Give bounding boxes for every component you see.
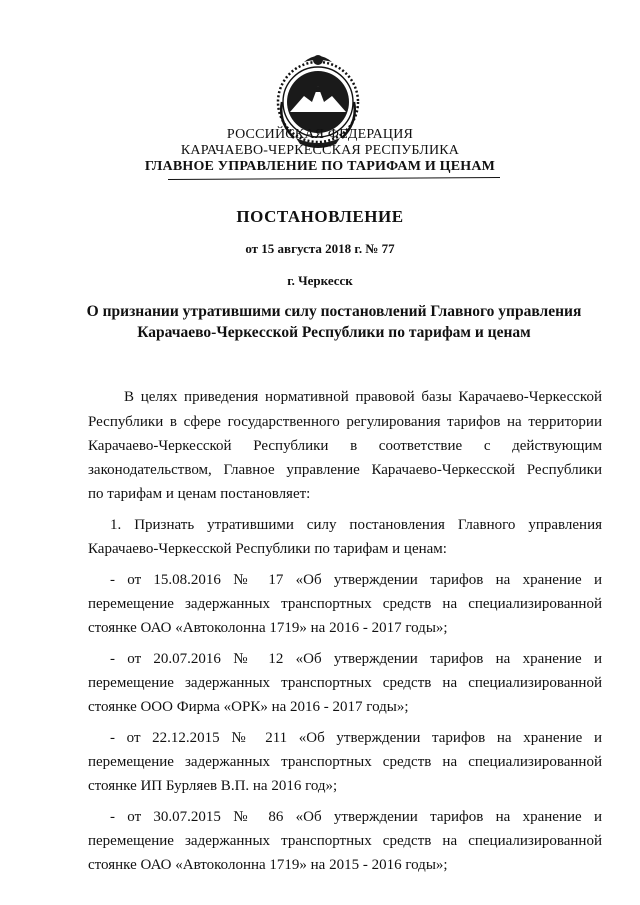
- document-city: г. Черкесск: [287, 273, 353, 288]
- header-republic: КАРАЧАЕВО-ЧЕРКЕССКАЯ РЕСПУБЛИКА: [180, 143, 460, 158]
- list-item-line: - от 22.12.2015 № 211 «Об утверждении тарифов на хранение и: [110, 730, 602, 746]
- list-item-line: - от 15.08.2016 № 17 «Об утверждении тарифов на хранение и: [110, 572, 602, 588]
- subject-line: Карачаево-Черкесской Республики по тарифам и ценам: [137, 324, 531, 341]
- list-item-line: стоянке ООО Фирма «ОРК» на 2016 - 2017 годы»;: [88, 699, 409, 715]
- header-agency: ГЛАВНОЕ УПРАВЛЕНИЕ ПО ТАРИФАМ И ЦЕНАМ: [144, 159, 496, 174]
- list-item-line: стоянке ОАО «Автоколонна 1719» на 2016 - 2017 годы»;: [88, 620, 448, 636]
- point-1-line: 1. Признать утратившими силу постановления Главного управления: [110, 517, 602, 533]
- document-subject: [84, 301, 584, 343]
- preamble-line: В целях приведения нормативной правовой базы Карачаево-Черкесской: [124, 389, 602, 405]
- list-item-line: перемещение задержанных транспортных средств на специализированной: [88, 596, 602, 612]
- list-item-line: - от 20.07.2016 № 12 «Об утверждении тарифов на хранение и: [110, 651, 602, 667]
- header-country: РОССИЙСКАЯ ФЕДЕРАЦИЯ: [226, 127, 414, 142]
- list-item-line: - от 30.07.2015 № 86 «Об утверждении тарифов на хранение и: [110, 809, 602, 825]
- list-item-line: перемещение задержанных транспортных средств на специализированной: [88, 754, 602, 770]
- preamble-line: по тарифам и ценам постановляет:: [88, 486, 311, 502]
- preamble-line: Республики в сфере государственного регулирования тарифов на территории: [88, 414, 602, 430]
- preamble-line: законодательством, Главное управление Карачаево-Черкесской Республики: [88, 462, 602, 478]
- header-divider: [168, 177, 500, 180]
- document-date-number: от 15 августа 2018 г. № 77: [245, 241, 395, 256]
- preamble-line: Карачаево-Черкесской Республики в соответствие с действующим: [88, 438, 602, 454]
- list-item-line: перемещение задержанных транспортных средств на специализированной: [88, 833, 602, 849]
- list-item-line: стоянке ОАО «Автоколонна 1719» на 2015 - 2016 годы»;: [88, 857, 448, 873]
- document-title: ПОСТАНОВЛЕНИЕ: [236, 207, 404, 226]
- subject-line: О признании утратившими силу постановлений Главного управления: [86, 303, 582, 320]
- list-item-line: перемещение задержанных транспортных средств на специализированной: [88, 675, 602, 691]
- point-1-line: Карачаево-Черкесской Республики по тарифам и ценам:: [88, 541, 447, 557]
- list-item-line: стоянке ИП Бурляев В.П. на 2016 год»;: [88, 778, 338, 794]
